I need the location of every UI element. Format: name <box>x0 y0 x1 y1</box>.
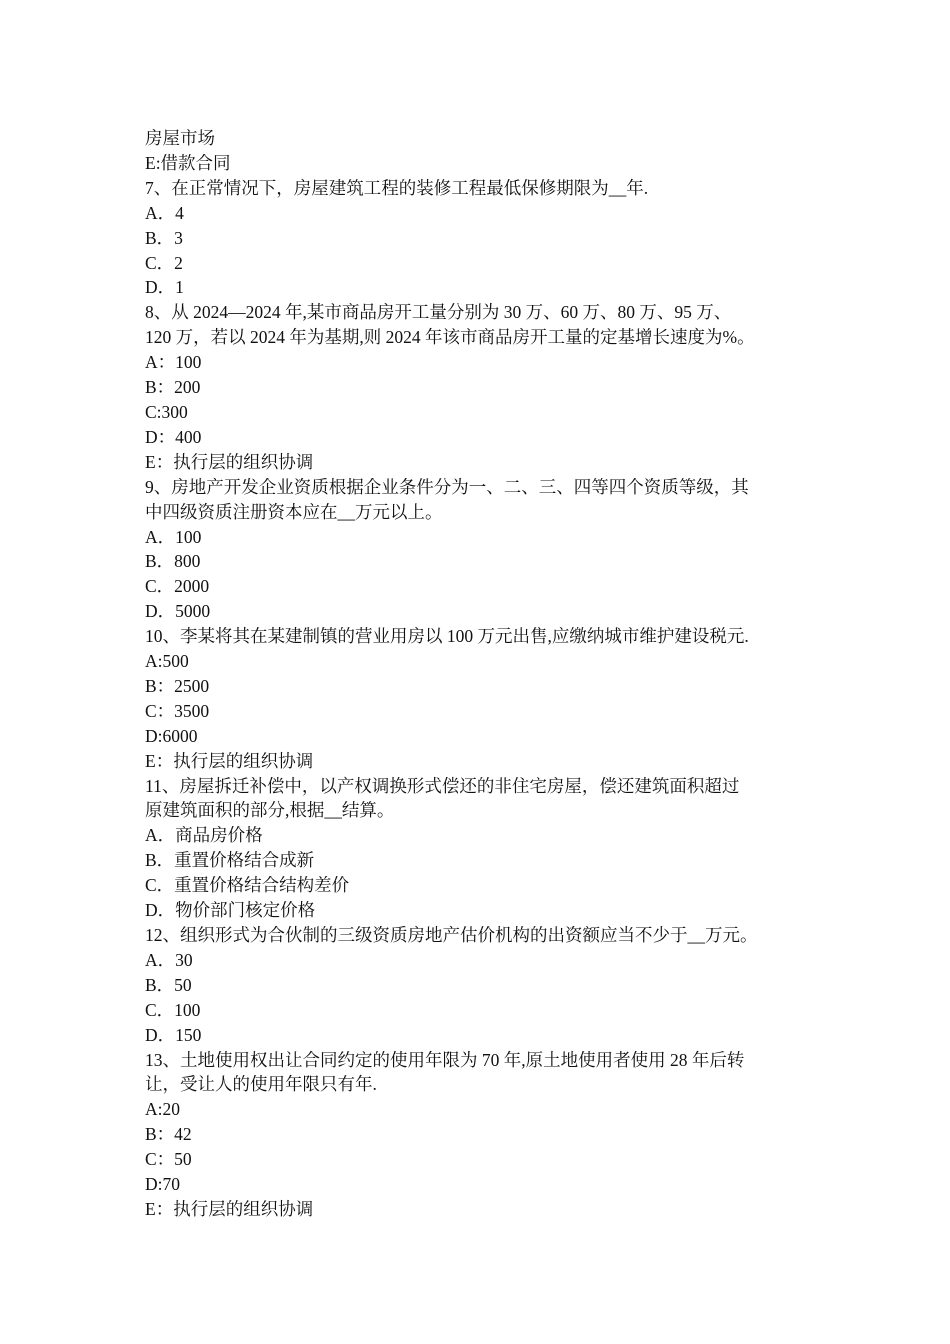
text-line: C:300 <box>145 401 188 422</box>
text-line: E:借款合同 <box>145 152 231 173</box>
text-line: B．800 <box>145 551 201 572</box>
text-line: A:500 <box>145 651 189 672</box>
text-line: A．100 <box>145 526 202 547</box>
text-line: A．30 <box>145 949 193 970</box>
text-line: B．重置价格结合成新 <box>145 850 315 871</box>
text-line: A．商品房价格 <box>145 825 263 846</box>
text-line: C．重置价格结合结构差价 <box>145 875 350 896</box>
text-line: B：2500 <box>145 675 210 696</box>
text-line: A：100 <box>145 352 202 373</box>
text-line: 13、土地使用权出让合同约定的使用年限为 70 年,原土地使用者使用 28 年后转 <box>145 1049 745 1070</box>
text-line: 12、组织形式为合伙制的三级资质房地产估价机构的出资额应当不少于__万元。 <box>145 925 758 945</box>
text-line: C．100 <box>145 999 201 1020</box>
document-page <box>145 126 825 1222</box>
text-line: B：42 <box>145 1124 192 1145</box>
text-line: B：200 <box>145 377 201 398</box>
text-line: 中四级资质注册资本应在__万元以上。 <box>145 501 443 522</box>
text-line: 9、房地产开发企业资质根据企业条件分为一、二、三、四等四个资质等级，其 <box>145 476 749 497</box>
text-line: C：3500 <box>145 700 210 721</box>
text-line: D．5000 <box>145 601 211 622</box>
text-line: D:70 <box>145 1174 180 1195</box>
text-line: D．物价部门核定价格 <box>145 900 316 921</box>
text-line: 7、在正常情况下，房屋建筑工程的装修工程最低保修期限为__年. <box>145 177 649 198</box>
text-line: B．3 <box>145 227 183 248</box>
text-line: C：50 <box>145 1149 192 1170</box>
text-line: A．4 <box>145 202 184 223</box>
text-line: E：执行层的组织协调 <box>145 1198 314 1219</box>
text-line: 8、从 2024—2024 年,某市商品房开工量分别为 30 万、60 万、80 万、95 万、 <box>145 302 732 323</box>
text-line: D．1 <box>145 277 184 298</box>
text-line: 房屋市场 <box>145 128 215 148</box>
text-line: C．2 <box>145 252 183 273</box>
text-line: D:6000 <box>145 725 198 746</box>
text-line: C．2000 <box>145 576 210 597</box>
text-line: E：执行层的组织协调 <box>145 750 314 771</box>
text-line: A:20 <box>145 1099 180 1120</box>
text-line: E：执行层的组织协调 <box>145 451 314 472</box>
text-line: D：400 <box>145 426 202 447</box>
text-line: 让，受让人的使用年限只有年. <box>145 1074 377 1095</box>
text-line: 11、房屋拆迁补偿中，以产权调换形式偿还的非住宅房屋，偿还建筑面积超过 <box>145 775 740 796</box>
text-line: 10、李某将其在某建制镇的营业用房以 100 万元出售,应缴纳城市维护建设税元. <box>145 626 749 647</box>
text-line: 120 万，若以 2024 年为基期,则 2024 年该市商品房开工量的定基增长速度为%。 <box>145 327 755 348</box>
text-line: 原建筑面积的部分,根据__结算。 <box>145 800 395 821</box>
text-line: B．50 <box>145 974 192 995</box>
text-line: D．150 <box>145 1024 202 1045</box>
